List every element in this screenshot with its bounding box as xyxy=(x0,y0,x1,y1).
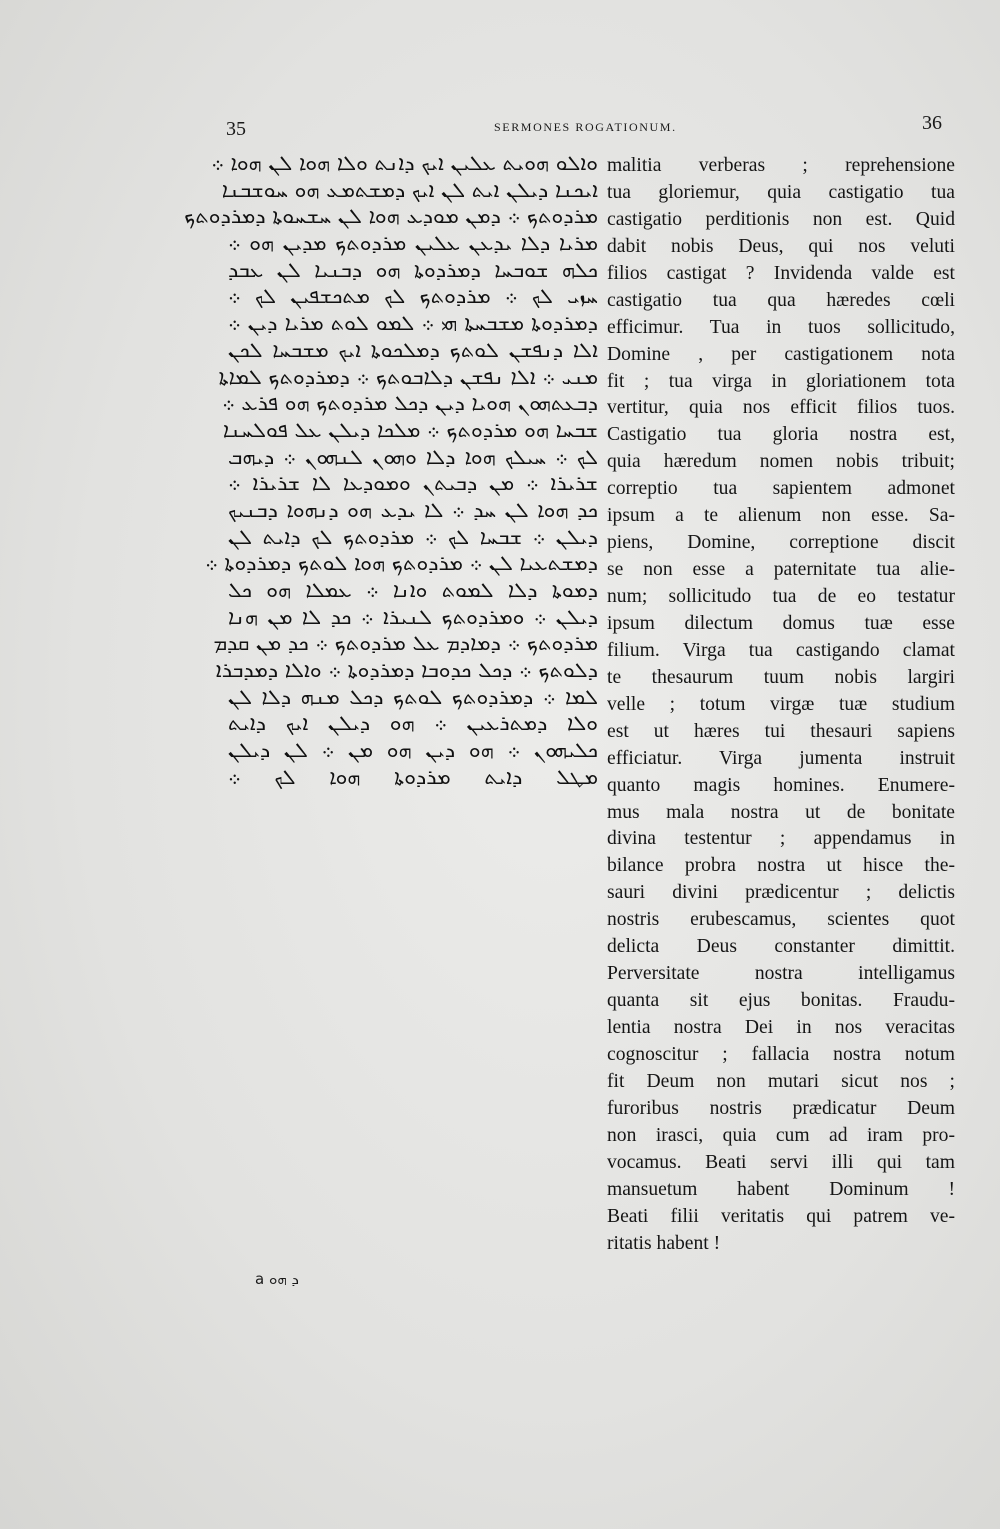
latin-line: tua gloriemur, quia castigatio tua xyxy=(607,181,955,203)
latin-line: vertitur, quia nos efficit filios tuos. xyxy=(607,397,955,419)
syriac-line: ܫܒܚܐ ܗܘ ܡܪܕܘܬܟ ܀ ܡܠܟܐ ܕܝܠܢ ܥܠ ܦܘܠܚܢܐ xyxy=(222,417,598,442)
latin-line: quia hæredum nomen nobis tribuit; xyxy=(607,451,955,473)
latin-line: furoribus nostris prædicatur Deum xyxy=(607,1097,955,1119)
syriac-line: ܕܝܠܢ ܀ ܫܒܚܐ ܠܟ ܀ ܡܪܕܘܬܟ ܠܟ ܕܐܝܬ ܠܢ xyxy=(228,524,598,549)
footnote: a ܕ ܗܘ xyxy=(255,1270,299,1288)
latin-line: mansuetum habent Dominum ! xyxy=(607,1178,955,1200)
right-page-number: 36 xyxy=(922,112,942,134)
syriac-line: ܚܙܝ ܠܟ ܀ ܡܪܕܘܬܟ ܠܟ ܡܬܟܫܦܝܢ ܠܟ ܀ xyxy=(228,284,598,309)
running-title: SERMONES ROGATIONUM. xyxy=(494,120,677,134)
latin-line: velle ; totum virgæ tuæ studium xyxy=(607,693,955,715)
syriac-line: ܡܪܝܐ ܕܠܐ ܝܕܥܢ ܥܠܝܢ ܡܪܕܘܬܟ ܡܕܝܢ ܗܘ ܀ xyxy=(228,231,598,256)
syriac-line: ܡܪܕܘܬܟ ܀ ܕܡܢ ܡܘܕܥ ܗܘܐ ܠܢ ܚܫܚܘܬܐ ܕܡܪܕܘܬܟ xyxy=(184,204,598,229)
latin-line: te thesaurum tuum nobis largiri xyxy=(607,666,955,688)
syriac-line: ܡܛܠ ܕܐܝܬ ܡܪܕܘܬܐ ܗܘܐ ܠܟ ܀ xyxy=(228,764,598,789)
latin-line: efficiatur. Virga jumenta instruit xyxy=(607,747,955,769)
syriac-line: ܕܡܫܬܥܝܐ ܠܢ ܀ ܡܪܕܘܬܟ ܗܘܐ ܠܘܬܟ ܕܡܪܕܘܬܐ ܀ xyxy=(205,551,598,576)
latin-line: nostris erubescamus, scientes quot xyxy=(607,909,955,931)
latin-line: cognoscitur ; fallacia nostra notum xyxy=(607,1043,955,1065)
latin-line: Castigatio tua gloria nostra est, xyxy=(607,424,955,446)
latin-text-column xyxy=(607,153,955,1257)
latin-line: malitia verberas ; reprehensione xyxy=(607,155,955,176)
syriac-line: ܘܐܠܘ ܗܘܝܬ ܥܠܝܢ ܐܝܟ ܕܐܢܬ ܘܠܐ ܗܘܐ ܠܢ ܗܘܐ ܀ xyxy=(211,151,598,175)
latin-line: Domine , per castigationem nota xyxy=(607,343,955,365)
syriac-line: ܟܠܗ ܫܘܒܚܐ ܕܡܪܕܘܬܐ ܗܘ ܕܒܢܝܐ ܠܢ ܥܒܕ xyxy=(228,257,598,282)
syriac-line: ܫܪܝܪܐ ܀ ܡܢ ܕܒܝܬܢ ܘܡܘܕܥܐ ܠܐ ܫܪܝܪܐ ܀ xyxy=(228,471,598,496)
latin-line: sauri divini prædicentur ; delictis xyxy=(607,882,955,904)
syriac-line: ܐܝܟܢܐ ܕܝܠܢ ܐܝܬ ܠܢ ܐܝܟ ܕܡܫܬܡܥ ܗܘ ܚܘܫܒܢܐ xyxy=(221,177,598,202)
latin-line: filios castigat ? Invidenda valde est xyxy=(607,262,955,284)
latin-line: divina testentur ; appendamus in xyxy=(607,828,955,850)
syriac-line: ܘܠܐ ܕܡܬܪܥܝܢ ܀ ܗܘ ܕܝܠܢ ܐܝܟ ܕܐܝܬ xyxy=(228,711,598,736)
latin-line: dabit nobis Deus, qui nos veluti xyxy=(607,235,955,257)
latin-line: ipsum dilectum domus tuæ esse xyxy=(607,612,955,634)
latin-line: est ut hæres tui thesauri sapiens xyxy=(607,720,955,742)
latin-line: mus mala nostra ut de bonitate xyxy=(607,801,955,823)
syriac-line: ܡܪܕܘܬܟ ܀ ܕܡܐܕܡ ܥܠ ܡܪܕܘܬܟ ܀ ܟܕ ܡܢ ܩܕܡ xyxy=(213,631,598,656)
latin-line: delicta Deus constanter dimittit. xyxy=(607,936,955,958)
latin-line: vocamus. Beati servi illi qui tam xyxy=(607,1151,955,1173)
latin-line: correptio tua sapientem admonet xyxy=(607,478,955,500)
latin-line: num; sollicitudo tua de eo testatur xyxy=(607,586,955,607)
latin-line: quanta sit ejus bonitas. Fraudu- xyxy=(607,990,955,1012)
latin-line: fit ; tua virga in gloriationem tota xyxy=(607,370,955,392)
latin-line: piens, Domine, correptione discit xyxy=(607,532,955,554)
latin-line: ritatis habent ! xyxy=(607,1232,721,1254)
latin-line: Perversitate nostra intelligamus xyxy=(607,963,955,985)
syriac-line: ܕܡܘܬܐ ܕܠܐ ܠܡܘܬ ܘܐܢܐ ܀ ܥܡܠܐ ܗܘ ܟܠ xyxy=(228,578,598,602)
syriac-text-column xyxy=(184,150,598,791)
syriac-line: ܕܠܘܬܟ ܀ ܕܟܠ ܟܕܘܒܐ ܕܡܪܕܘܬܐ ܀ ܘܐܠܐ ܕܡܕܒܪܐ xyxy=(215,658,598,683)
latin-line: non irasci, quia cum ad iram pro- xyxy=(607,1124,955,1146)
latin-line: bilance probra nostra ut hisce the- xyxy=(607,855,955,877)
syriac-line: ܠܟ ܀ ܚܝܠܟ ܗܘܐ ܕܠܐ ܘܗܘܢ ܠܢܗܘܢ ܀ ܕܝܗܒ xyxy=(228,444,598,469)
latin-line: lentia nostra Dei in nos veracitas xyxy=(607,1017,955,1038)
latin-line: ipsum a te alienum non esse. Sa- xyxy=(607,505,955,527)
left-page-number: 35 xyxy=(226,118,246,140)
latin-line: quanto magis homines. Enumere- xyxy=(607,774,955,796)
latin-line: Beati filii veritatis qui patrem ve- xyxy=(607,1205,955,1227)
syriac-line: ܕܡܪܕܘܬܐ ܡܫܒܚܬܐ ܗܝ ܀ ܠܡܘ ܠܘܬ ܡܪܝܐ ܕܝܢ ܀ xyxy=(228,311,598,336)
running-head xyxy=(222,112,962,142)
latin-line: fit Deum non mutari sicut nos ; xyxy=(607,1070,955,1092)
latin-line: se non esse a paternitate tua alie- xyxy=(607,559,955,581)
syriac-line: ܟܠܝܗܘܢ ܀ ܗܘ ܕܝܢ ܗܘ ܡܢ ܀ ܠܢ ܕܝܠܢ xyxy=(228,738,598,763)
latin-line: filium. Virga tua castigando clamat xyxy=(607,639,955,661)
latin-line: efficimur. Tua in tuos sollicitudo, xyxy=(607,316,955,338)
syriac-line: ܕܒܥܬܗܘܢ ܗܘܝܐ ܕܝܢ ܕܟܠ ܡܪܕܘܬܟ ܗܘ ܦܪܥ ܀ xyxy=(222,391,598,416)
latin-line: castigatio tua qua hæredes cœli xyxy=(607,289,955,311)
syriac-line: ܡܢܝ ܀ ܐܠܐ ܢܦܫܢ ܕܠܐܒܘܬܟ ܀ ܕܡܪܕܘܬܟ ܠܡܐܬܐ xyxy=(218,364,598,389)
syriac-line: ܐܠܐ ܕܢܦܫܢ ܠܘܬܟ ܕܡܠܟܘܬܐ ܐܝܟ ܡܫܒܚܐ ܠܟܢ xyxy=(228,337,598,362)
latin-line: castigatio perditionis non est. Quid xyxy=(607,208,955,230)
syriac-line: ܟܕ ܗܘܐ ܠܢ ܚܕ ܀ ܠܐ ܝܕܥ ܗܘ ܕܢܗܘܐ ܕܒܢܝܟ xyxy=(228,497,598,522)
syriac-line: ܠܡܐ ܀ ܕܡܪܕܘܬܟ ܠܘܬܟ ܕܟܠ ܡܢܗ ܕܠܐ ܠܢ xyxy=(228,684,598,709)
syriac-line: ܕܝܠܢ ܀ ܘܡܪܕܘܬܟ ܠܢܝܪܐ ܀ ܟܕ ܠܐ ܡܢ ܗܢܐ xyxy=(228,604,598,629)
